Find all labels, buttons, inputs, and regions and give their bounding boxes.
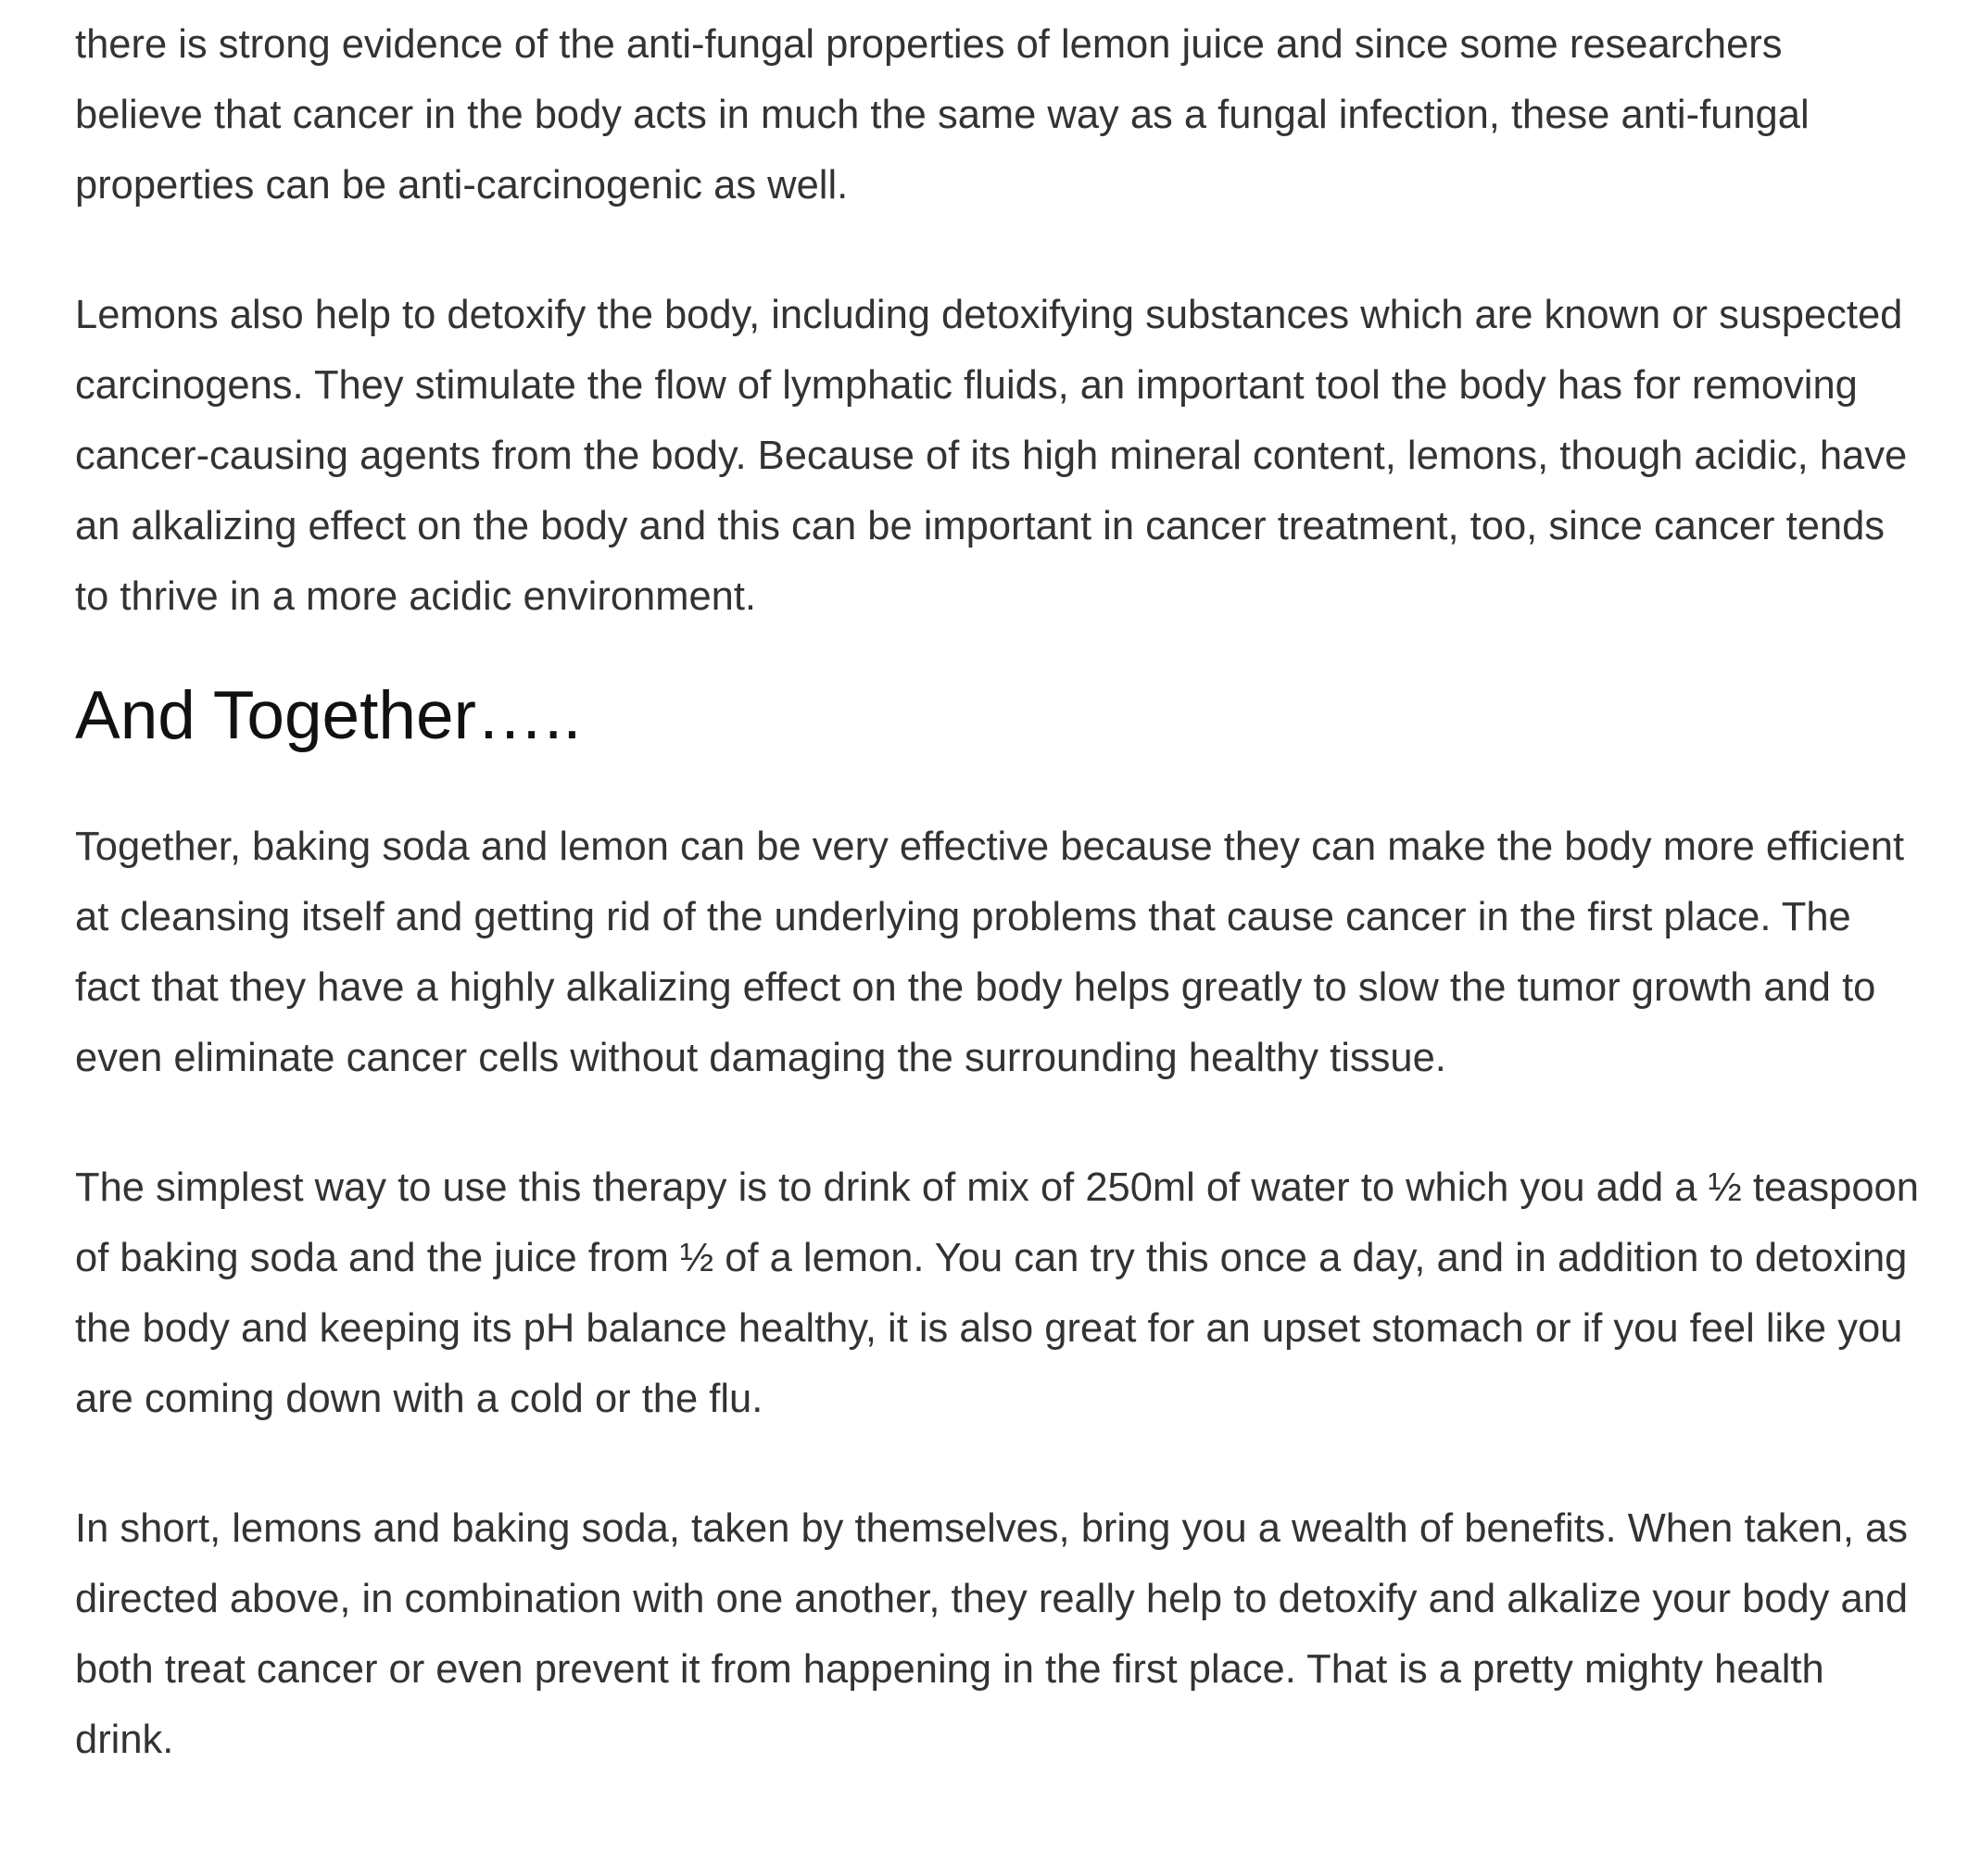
paragraph-summary: In short, lemons and baking soda, taken by themselves, bring you a wealth of benefits. When taken, as directed above, in combination with one another, they really help to detoxify and alkalize your body and both treat cancer or even prevent it from happening in the first place. That is a pretty mighty health drink. [75, 1506, 1909, 1762]
article-body [75, 9, 1919, 1775]
paragraph-therapy-instructions: The simplest way to use this therapy is to drink of mix of 250ml of water to which you add a ½ teaspoon of baking soda and the juice from ½ of a lemon. You can try this once a day, and in addition to detoxing the body and keeping its pH balance healthy, it is also great for an upset stomach or if you feel like you are coming down with a cold or the flu. [75, 1165, 1919, 1421]
paragraph-together: Together, baking soda and lemon can be very effective because they can make the body more efficient at cleansing itself and getting rid of the underlying problems that cause cancer in the first place. The fact that they have a highly alkalizing effect on the body helps greatly to slow the tumor growth and to even eliminate cancer cells without damaging the surrounding healthy tissue. [75, 825, 1905, 1080]
paragraph-detoxify: Lemons also help to detoxify the body, including detoxifying substances which are known or suspected carcinogens. They stimulate the flow of lymphatic fluids, an important tool the body has for removing cancer-causing agents from the body. Because of its high mineral content, lemons, though acidic, have an alkalizing effect on the body and this can be important in cancer treatment, too, since cancer tends to thrive in a more acidic environment. [75, 293, 1908, 619]
paragraph-antifungal: there is strong evidence of the anti-fungal properties of lemon juice and since some researchers believe that cancer in the body acts in much the same way as a fungal infection, these anti-fungal properties can be anti-carcinogenic as well. [75, 22, 1810, 208]
section-heading: And Together….. [75, 678, 582, 753]
